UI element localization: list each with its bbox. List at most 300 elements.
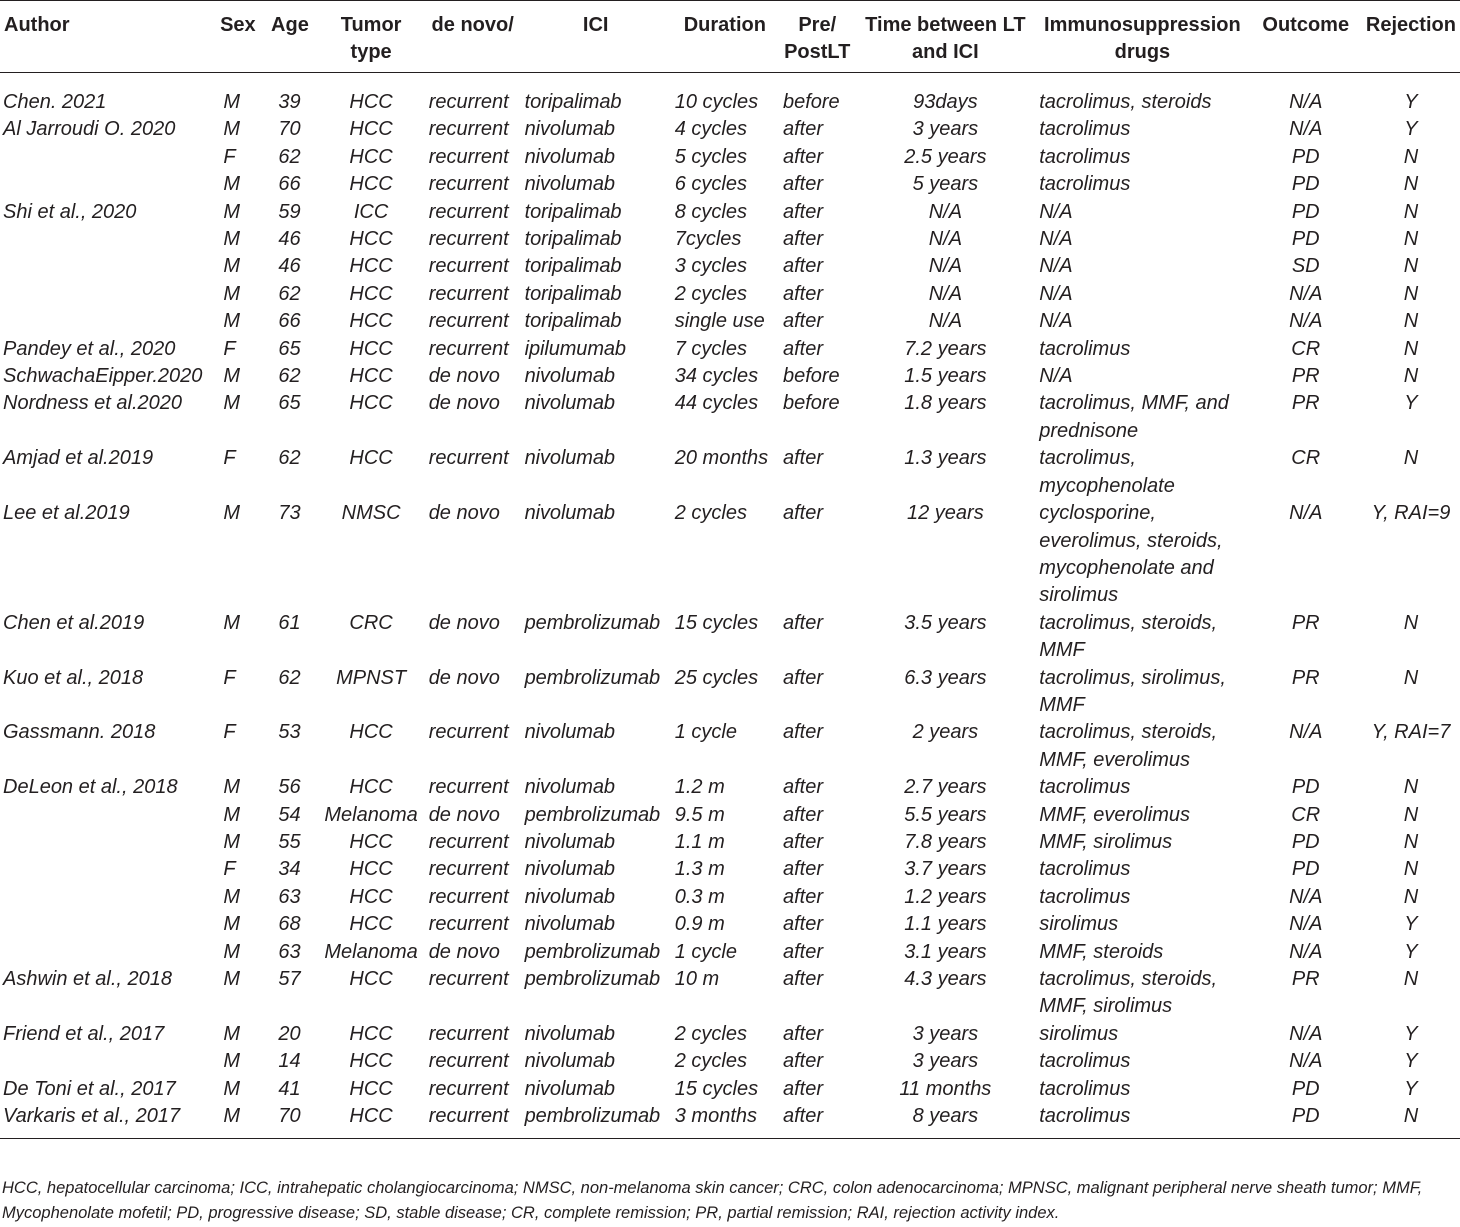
cell-pre-post-lt: after [782,447,823,470]
cell-pre-post-lt: after [782,968,823,990]
cell-ici: nivolumab [524,447,615,470]
cell-time-between: 3.5 years [904,611,987,634]
cell-pre-post-lt: after [782,228,823,251]
cell-outcome: CR [1291,337,1321,360]
cell-pre-post-lt: after [782,913,823,936]
cell-age: 53 [278,721,301,744]
cell-age: 73 [278,502,301,525]
cell-age: 66 [278,173,301,196]
cell-ici: nivolumab [524,1050,615,1073]
table-row [0,390,1460,445]
cell-outcome: N/A [1289,118,1323,141]
table-row [0,226,1460,253]
cell-sex: M [223,1022,241,1045]
header-age: Age [271,14,309,36]
cell-sex: M [223,91,241,113]
cell-outcome: N/A [1289,913,1323,936]
cell-tumor-type: HCC [349,282,393,305]
cell-tumor-type: HCC [349,721,393,744]
cell-duration: 1.2 m [674,776,725,799]
cell-sex: M [223,255,241,278]
table-row [0,856,1460,883]
cell-tumor-type: NMSC [341,502,401,525]
cell-immunosuppression: tacrolimus, steroids [1039,91,1212,113]
cell-sex: M [223,611,241,634]
cell-de-novo: recurrent [428,173,509,196]
table-row [0,363,1460,390]
cell-duration: 6 cycles [674,173,747,196]
cell-tumor-type: HCC [349,913,393,936]
cell-outcome: N/A [1289,1022,1323,1045]
cell-sex: M [223,282,241,305]
cell-ici: nivolumab [524,913,615,936]
cell-immunosuppression: tacrolimus, steroids, MMF [1039,611,1218,662]
cell-age: 63 [278,940,301,963]
table-row [0,116,1460,143]
cell-outcome: PD [1291,858,1320,881]
cell-author [0,308,213,335]
table-row [0,884,1460,911]
header-sex: Sex [220,14,256,36]
cell-author: Chen et al.2019 [3,611,145,634]
cell-tumor-type: HCC [349,830,393,853]
table-row [0,1076,1460,1103]
cell-immunosuppression: MMF, steroids [1039,940,1164,963]
cell-duration: 3 months [674,1105,757,1128]
cell-pre-post-lt: before [782,392,840,415]
cell-ici: nivolumab [524,118,615,141]
cell-age: 41 [278,1077,301,1100]
cell-pre-post-lt: after [782,282,823,305]
cell-pre-post-lt: after [782,1050,823,1073]
cell-author: Varkaris et al., 2017 [3,1105,181,1128]
cell-time-between: 1.1 years [904,913,987,936]
table-row [0,199,1460,226]
cell-time-between: N/A [928,255,963,278]
cell-author [0,802,213,829]
cell-author: Pandey et al., 2020 [3,337,176,360]
cell-time-between: 11 months [899,1077,992,1100]
table-row [0,171,1460,198]
cell-tumor-type: HCC [349,858,393,881]
cell-immunosuppression: tacrolimus [1039,1077,1131,1100]
cell-time-between: 93days [913,91,978,113]
cell-age: 62 [278,447,301,470]
cell-duration: 3 cycles [674,255,747,278]
cell-age: 65 [278,392,301,415]
cell-de-novo: recurrent [428,776,509,799]
cell-immunosuppression: tacrolimus [1039,776,1131,799]
cell-ici: nivolumab [524,858,615,881]
cell-rejection: N [1403,858,1419,881]
cell-duration: single use [674,310,765,333]
cell-tumor-type: HCC [349,228,393,251]
cell-tumor-type: HCC [349,1050,393,1073]
cell-age: 62 [278,145,301,168]
cell-tumor-type: Melanoma [324,940,418,963]
cell-tumor-type: HCC [349,392,393,415]
cell-de-novo: recurrent [428,885,509,908]
table-row [0,73,1460,117]
cell-de-novo: recurrent [428,118,509,141]
cell-rejection: Y [1404,1050,1418,1073]
cell-age: 68 [278,913,301,936]
table-row [0,829,1460,856]
cell-pre-post-lt: after [782,145,823,168]
cell-ici: toripalimab [524,200,622,223]
cell-tumor-type: HCC [349,1022,393,1045]
cell-immunosuppression: cyclosporine, everolimus, steroids, mycophenolate and sirolimus [1039,502,1223,607]
cell-author: DeLeon et al., 2018 [3,776,178,799]
cell-sex: M [223,310,241,333]
cell-age: 59 [278,200,301,223]
cell-immunosuppression: N/A [1039,200,1073,223]
cell-outcome: N/A [1289,1050,1323,1073]
cell-age: 14 [278,1050,301,1073]
cell-rejection: Y, RAI=9 [1371,502,1451,525]
cell-time-between: 1.3 years [904,447,987,470]
cell-pre-post-lt: after [782,858,823,881]
cell-duration: 20 months [674,447,769,470]
cell-tumor-type: MPNST [336,666,407,689]
cell-time-between: N/A [928,228,963,251]
cell-de-novo: recurrent [428,830,509,853]
table-row [0,939,1460,966]
cell-outcome: N/A [1289,91,1323,113]
cell-pre-post-lt: after [782,173,823,196]
cell-age: 61 [278,611,301,634]
cell-rejection: N [1403,1105,1419,1128]
cell-time-between: 8 years [912,1105,979,1128]
cell-outcome: CR [1291,447,1321,470]
cell-outcome: N/A [1289,721,1323,744]
cell-de-novo: recurrent [428,1050,509,1073]
cell-author: Al Jarroudi O. 2020 [3,118,176,141]
cell-time-between: 2.5 years [904,145,987,168]
cell-outcome: PD [1291,1077,1320,1100]
cell-author [0,226,213,253]
cell-author: Shi et al., 2020 [3,200,137,223]
cell-rejection: Y [1404,1077,1418,1100]
cell-ici: nivolumab [524,1022,615,1045]
table-row [0,281,1460,308]
cell-outcome: PD [1291,228,1320,251]
cell-rejection: N [1403,666,1419,689]
cell-outcome: PR [1291,666,1320,689]
cell-rejection: N [1403,885,1419,908]
cell-outcome: PR [1291,392,1320,415]
cell-age: 57 [278,968,301,990]
cell-tumor-type: HCC [349,255,393,278]
cell-de-novo: recurrent [428,145,509,168]
cell-author: Lee et al.2019 [3,502,130,525]
cell-ici: nivolumab [524,365,615,388]
cell-rejection: Y [1404,392,1418,415]
header-pre-post-lt: Pre/ PostLT [784,14,851,63]
table-row [0,144,1460,171]
cell-pre-post-lt: before [782,365,840,388]
cell-pre-post-lt: after [782,502,823,525]
cell-ici: nivolumab [524,830,615,853]
table-row [0,911,1460,938]
cell-author: Chen. 2021 [3,91,107,113]
cell-duration: 15 cycles [674,611,759,634]
cell-de-novo: recurrent [428,310,509,333]
cell-immunosuppression: tacrolimus, sirolimus, MMF [1039,666,1226,716]
cell-age: 70 [278,1105,301,1128]
cell-sex: M [223,118,241,141]
cell-duration: 7cycles [674,228,742,251]
cell-pre-post-lt: after [782,940,823,963]
cell-tumor-type: HCC [349,365,393,388]
cell-author [0,1048,213,1075]
cell-de-novo: recurrent [428,447,509,470]
cell-duration: 4 cycles [674,118,747,141]
cell-rejection: Y [1404,913,1418,936]
cell-duration: 25 cycles [674,666,759,689]
cell-pre-post-lt: after [782,611,823,634]
cell-pre-post-lt: after [782,1105,823,1128]
cell-rejection: N [1403,365,1419,388]
cell-immunosuppression: tacrolimus, MMF, and prednisone [1039,392,1229,442]
cell-de-novo: recurrent [428,721,509,744]
cell-tumor-type: HCC [349,776,393,799]
cell-outcome: PD [1291,200,1320,223]
cell-pre-post-lt: after [782,310,823,333]
cell-outcome: SD [1291,255,1320,278]
cell-rejection: Y [1404,118,1418,141]
cell-pre-post-lt: before [782,91,840,113]
cell-sex: M [223,913,241,936]
table-header-row [0,1,1460,73]
cell-rejection: N [1403,803,1419,826]
cell-duration: 10 m [674,968,720,990]
cell-outcome: PD [1291,830,1320,853]
cell-age: 55 [278,830,301,853]
header-author: Author [4,14,70,36]
cell-pre-post-lt: after [782,885,823,908]
cell-rejection: N [1403,447,1419,470]
cell-de-novo: de novo [428,666,500,689]
cell-time-between: N/A [928,200,963,223]
cell-ici: pembrolizumab [524,1105,661,1128]
cell-pre-post-lt: after [782,803,823,826]
cell-immunosuppression: N/A [1039,255,1073,278]
cell-de-novo: recurrent [428,228,509,251]
cell-outcome: PR [1291,611,1320,634]
cell-ici: nivolumab [524,145,615,168]
cell-age: 62 [278,282,301,305]
table-row [0,1103,1460,1139]
cell-ici: nivolumab [524,502,615,525]
cell-immunosuppression: N/A [1039,282,1073,305]
cell-sex: M [223,365,241,388]
table-row [0,445,1460,500]
cell-outcome: PR [1291,968,1320,990]
cell-rejection: Y [1404,91,1418,113]
cell-rejection: N [1403,255,1419,278]
cell-duration: 2 cycles [674,1022,747,1045]
cell-outcome: N/A [1289,502,1323,525]
cell-author [0,939,213,966]
header-time-between: Time between LT and ICI [865,14,1026,63]
cell-ici: nivolumab [524,1077,615,1100]
cell-author [0,856,213,883]
cell-outcome: N/A [1289,940,1323,963]
table-row [0,610,1460,665]
cell-age: 20 [278,1022,301,1045]
cell-time-between: 6.3 years [904,666,987,689]
cell-duration: 0.9 m [674,913,725,936]
cell-pre-post-lt: after [782,1077,823,1100]
cell-immunosuppression: tacrolimus [1039,858,1131,881]
cell-tumor-type: HCC [349,310,393,333]
cell-rejection: N [1403,337,1419,360]
cell-ici: toripalimab [524,310,622,333]
cell-author [0,253,213,280]
cell-duration: 1 cycle [674,940,737,963]
cell-de-novo: de novo [428,611,500,634]
cell-outcome: PD [1291,776,1320,799]
cell-outcome: PD [1291,145,1320,168]
cell-pre-post-lt: after [782,666,823,689]
cell-tumor-type: HCC [349,91,393,113]
header-immunosuppression: Immunosuppression drugs [1044,14,1241,63]
cell-duration: 1.3 m [674,858,725,881]
cell-author [0,144,213,171]
cell-ici: pembrolizumab [524,968,661,990]
cell-de-novo: recurrent [428,1022,509,1045]
cell-immunosuppression: N/A [1039,310,1073,333]
cell-immunosuppression: tacrolimus [1039,337,1131,360]
cell-rejection: Y [1404,1022,1418,1045]
cell-tumor-type: HCC [349,447,393,470]
cell-author: Amjad et al.2019 [3,447,154,470]
cell-duration: 2 cycles [674,282,747,305]
cell-de-novo: recurrent [428,282,509,305]
cell-author: SchwachaEipper.2020 [3,365,203,388]
cell-time-between: 2 years [912,721,979,744]
cell-author: Nordness et al.2020 [3,392,183,415]
cell-duration: 10 cycles [674,91,759,113]
cell-duration: 34 cycles [674,365,759,388]
header-rejection: Rejection [1365,14,1456,36]
cell-duration: 15 cycles [674,1077,759,1100]
cell-ici: pembrolizumab [524,611,661,634]
cell-duration: 5 cycles [674,145,747,168]
cell-time-between: 1.8 years [904,392,987,415]
cell-tumor-type: CRC [349,611,393,634]
cell-outcome: PR [1291,365,1320,388]
cell-age: 70 [278,118,301,141]
header-ici: ICI [582,14,609,36]
cell-pre-post-lt: after [782,118,823,141]
cell-tumor-type: ICC [353,200,389,223]
cell-sex: M [223,200,241,223]
cell-de-novo: recurrent [428,200,509,223]
table-row [0,802,1460,829]
cell-immunosuppression: MMF, sirolimus [1039,830,1173,853]
cell-ici: nivolumab [524,173,615,196]
table-row [0,253,1460,280]
cell-duration: 1 cycle [674,721,737,744]
cell-rejection: N [1403,310,1419,333]
cell-de-novo: recurrent [428,337,509,360]
table-body [0,73,1460,1139]
cell-pre-post-lt: after [782,830,823,853]
table-row [0,719,1460,774]
cell-de-novo: recurrent [428,1077,509,1100]
cell-ici: nivolumab [524,776,615,799]
cell-ici: nivolumab [524,721,615,744]
cell-sex: F [223,447,236,470]
cell-rejection: N [1403,200,1419,223]
table-row [0,336,1460,363]
cell-time-between: 1.5 years [904,365,987,388]
cell-ici: toripalimab [524,282,622,305]
cell-sex: M [223,830,241,853]
cell-duration: 9.5 m [674,803,725,826]
table-row [0,308,1460,335]
cell-duration: 44 cycles [674,392,759,415]
cell-sex: M [223,940,241,963]
cell-time-between: 3 years [912,118,979,141]
cell-time-between: 3.1 years [904,940,987,963]
cell-age: 62 [278,365,301,388]
cell-sex: M [223,968,241,990]
cell-time-between: 12 years [907,502,984,525]
header-outcome: Outcome [1262,14,1350,36]
cell-immunosuppression: N/A [1039,365,1073,388]
cell-time-between: N/A [928,310,963,333]
cell-immunosuppression: sirolimus [1039,1022,1119,1045]
cell-sex: M [223,173,241,196]
cell-sex: F [223,858,236,881]
table-row [0,1048,1460,1075]
cell-immunosuppression: tacrolimus, mycophenolate [1039,447,1175,497]
table-row [0,665,1460,720]
cell-de-novo: recurrent [428,858,509,881]
cell-time-between: 2.7 years [904,776,987,799]
cell-sex: M [223,1050,241,1073]
cell-sex: F [223,666,236,689]
cell-tumor-type: HCC [349,968,393,990]
cell-duration: 8 cycles [674,200,747,223]
cell-duration: 2 cycles [674,502,747,525]
cell-author [0,281,213,308]
cell-de-novo: recurrent [428,913,509,936]
cell-sex: M [223,776,241,799]
cell-ici: ipilumumab [524,337,626,360]
cell-rejection: N [1403,145,1419,168]
cell-age: 62 [278,666,301,689]
cell-outcome: N/A [1289,282,1323,305]
cell-ici: pembrolizumab [524,940,661,963]
cell-tumor-type: HCC [349,173,393,196]
cell-sex: F [223,145,236,168]
cell-immunosuppression: sirolimus [1039,913,1119,936]
cell-sex: M [223,803,241,826]
cell-age: 54 [278,803,301,826]
table-row [0,500,1460,610]
cell-tumor-type: HCC [349,118,393,141]
cell-outcome: N/A [1289,885,1323,908]
cell-age: 46 [278,228,301,251]
cell-author [0,171,213,198]
cell-pre-post-lt: after [782,200,823,223]
cell-author [0,884,213,911]
header-tumor-type: Tumor type [340,14,402,63]
